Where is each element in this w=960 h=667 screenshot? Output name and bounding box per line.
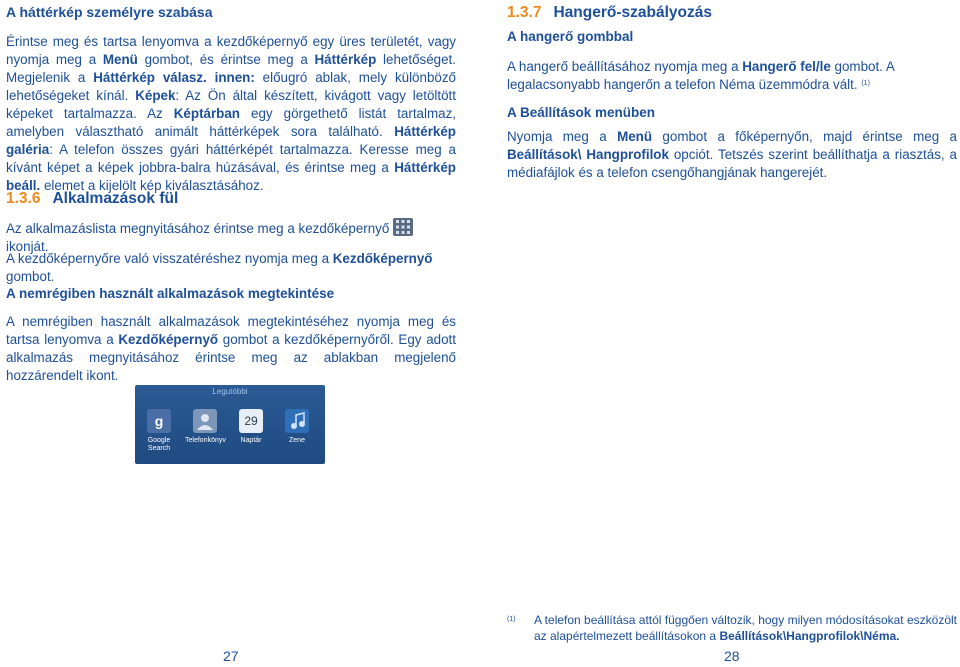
term-home: Kezdőképernyő xyxy=(118,332,219,347)
text: A nemrégiben használt alkalmazások megtekintéséhez nyomja meg és tartsa lenyomva a xyxy=(6,314,456,347)
page-number-right: 28 xyxy=(724,648,740,664)
wallpaper-heading: A háttérkép személyre szabása xyxy=(6,4,213,20)
calendar-icon: 29 xyxy=(239,409,263,433)
text: : Az Ön által készített, kivágott vagy letöltött képeket tartalmazza. Az xyxy=(6,88,456,121)
section-title: Alkalmazások fül xyxy=(52,190,179,207)
term-set-wallpaper: Háttérkép beáll. xyxy=(6,160,456,193)
recent-apps-heading: A nemrégiben használt alkalmazások megtekintése xyxy=(6,286,335,301)
text: előugró ablak, mely különböző lehetőségeket kínál. xyxy=(6,70,456,103)
footnote-mark: (1) xyxy=(507,616,516,623)
term-settings-path: Beállítások\ Hangprofilok xyxy=(507,147,669,162)
term-volume-button: Hangerő fel/le xyxy=(742,59,831,74)
text: A hangerő beállításához nyomja meg a xyxy=(507,59,743,74)
term-choose: Háttérkép válasz. innen: xyxy=(93,70,255,85)
app-label: Zene xyxy=(289,437,305,444)
contacts-icon xyxy=(193,409,217,433)
text: gombot, és érintse meg a xyxy=(137,52,315,67)
google-search-icon xyxy=(147,409,171,433)
term-gallery: Képtárban xyxy=(173,106,240,121)
apps-paragraph-2 xyxy=(6,250,456,286)
recent-app-calendar xyxy=(231,409,271,445)
text: gombot a kezdőképernyőről. Egy adott alkalmazás megnyitásához érintse meg az ablakban megjelenő hozzárendelt ikont. xyxy=(6,332,456,383)
app-label: Telefonkönyv xyxy=(185,437,226,444)
text: Nyomja meg a xyxy=(507,129,618,144)
apps-grid-icon xyxy=(393,218,413,236)
section-1-3-6 xyxy=(6,190,178,208)
term-settings-path: Beállítások\Hangprofilok\Néma. xyxy=(719,629,900,643)
text: elemet a kijelölt kép kiválasztásához. xyxy=(40,178,264,193)
term-wallpaper: Háttérkép xyxy=(314,52,377,67)
section-number: 1.3.7 xyxy=(507,4,542,21)
text: A kezdőképernyőre való visszatéréshez nyomja meg a xyxy=(6,251,333,266)
text: A telefon beállítása attól függően változik, hogy milyen módosításokat eszközölt az alapértelmezett beállításokon a xyxy=(534,613,957,643)
volume-paragraph-2 xyxy=(507,128,957,182)
footnote-text xyxy=(534,612,957,644)
text: opciót. Tetszés szerint beállíthatja a riasztás, a médiafájlok és a telefon csengőhangjának hangerejét. xyxy=(507,147,957,180)
term-pictures: Képek xyxy=(135,88,176,103)
screenshot-title: Legutóbbi xyxy=(212,387,248,396)
wallpaper-paragraph xyxy=(6,33,456,195)
volume-paragraph-1 xyxy=(507,58,957,94)
settings-menu-heading: A Beállítások menüben xyxy=(507,105,656,120)
term-menu: Menü xyxy=(102,52,138,67)
section-number: 1.3.6 xyxy=(6,190,41,207)
term-menu: Menü xyxy=(617,129,653,144)
text: gombot. xyxy=(6,269,55,284)
footnote-ref: (1) xyxy=(861,80,870,87)
text: Érintse meg és tartsa lenyomva a kezdőképernyő egy üres területét, vagy nyomja meg a xyxy=(6,34,456,67)
recent-apps-screenshot xyxy=(135,385,325,464)
section-1-3-7 xyxy=(507,4,712,22)
text: gombot. A legalacsonyabb hangerőn a telefon Néma üzemmódra vált. xyxy=(507,59,895,92)
term-wallpaper-gallery: Háttérkép galéria xyxy=(6,124,456,157)
section-title: Hangerő-szabályozás xyxy=(553,4,712,21)
text: egy görgethető listát tartalmaz, amelyben választható animált háttérképek sora található. xyxy=(6,106,456,139)
volume-button-heading: A hangerő gombbal xyxy=(507,29,634,44)
app-label: Google Search xyxy=(147,437,171,452)
text: ikonját. xyxy=(6,239,49,255)
recent-apps-paragraph xyxy=(6,313,456,385)
page-number-left: 27 xyxy=(223,648,239,664)
recent-app-contacts xyxy=(185,409,225,445)
term-home: Kezdőképernyő xyxy=(332,251,433,266)
footnote xyxy=(507,612,957,644)
text: Az alkalmazáslista megnyitásához érintse meg a kezdőképernyő xyxy=(6,221,390,236)
text: gombot a főképernyőn, majd érintse meg a xyxy=(652,129,957,144)
svg-text:g: g xyxy=(154,413,164,429)
recent-app-music xyxy=(277,409,317,445)
music-icon xyxy=(285,409,309,433)
app-label: Naptár xyxy=(240,437,262,444)
text: lehetőséget. Megjelenik a xyxy=(6,52,456,85)
recent-app-google-search xyxy=(139,409,179,453)
text: : A telefon összes gyári háttérképét tartalmazza. Keresse meg a kívánt képet a képek jobbra-balra húzásával, és érintse meg a xyxy=(6,142,456,175)
